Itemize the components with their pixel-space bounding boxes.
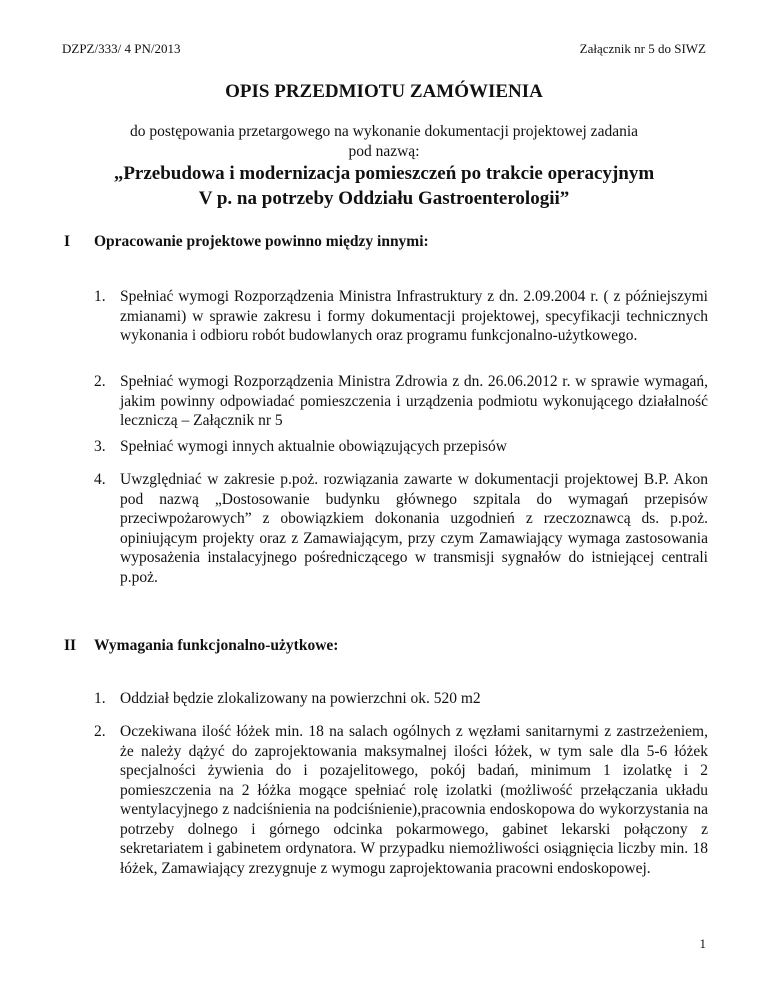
header-attachment: Załącznik nr 5 do SIWZ (579, 41, 706, 56)
list-item-text: Spełniać wymogi innych aktualnie obowiązujących przepisów (120, 438, 507, 455)
list-item-number: 3. (94, 438, 106, 455)
page-number: 1 (699, 936, 706, 951)
section-number: I (64, 233, 71, 250)
list-item (94, 372, 708, 431)
list-item-text: Uwzględniać w zakresie p.poż. rozwiązania zawarte w dokumentacji projektowej B.P. Akon pod nazwą „Dostosowanie budynku głównego szpitala do wymagań przepisów przeciwpożarowych” z obowiązkiem dokonania uzgodnień z rzeczoznawcą ds. p.poż. opiniującym projekty oraz z Zamawiającym, przy czym Zamawiający wymaga zastosowania wyposażenia instalacyjnego pośredniczącego w transmisji sygnałów do istniejącej centrali p.poż. (120, 471, 708, 586)
section-title: Wymagania funkcjonalno-użytkowe: (94, 637, 339, 654)
list-item (94, 287, 708, 346)
list-item (94, 470, 708, 587)
list-item-text: Oddział będzie zlokalizowany na powierzchni ok. 520 m2 (120, 690, 481, 707)
document-subtitle (60, 122, 708, 162)
list-item-text: Spełniać wymogi Rozporządzenia Ministra Zdrowia z dn. 26.06.2012 r. w sprawie wymagań, jakim powinny odpowiadać pomieszczenia i urządzenia podmiotu wykonującego działalność leczniczą – Załącznik nr 5 (120, 373, 708, 429)
project-name-line-2: V p. na potrzeby Oddziału Gastroenterologii” (198, 188, 570, 209)
subtitle-line-2: pod nazwą: (348, 143, 420, 160)
project-name (60, 161, 708, 211)
section-heading-1 (64, 232, 429, 252)
section-heading-2 (64, 636, 338, 656)
list-item-text: Oczekiwana ilość łóżek min. 18 na salach ogólnych z węzłami sanitarnymi z zastrzeżeniem, że należy dążyć do zaprojektowania maksymalnej ilości łóżek, w tym sale dla 5-6 łóżek specjalności żywienia do i pozajelitowego, pokój badań, minimum 1 izolatkę i 2 pomieszczenia na 2 łóżka mogące spełniać rolę izolatki (możliwość przełączania układu wentylacyjnego z nadciśnienia na podciśnienie),pracownia endoskopowa do wykorzystania na potrzeby dolnego i górnego odcinka pokarmowego, gabinet lekarski połączony z sekretariatem i gabinetem ordynatora. W przypadku niemożliwości osiągnięcia liczby min. 18 łóżek, Zamawiający zrezygnuje z wymogu zaprojektowania pracowni endoskopowej. (120, 723, 708, 877)
section-number: II (64, 637, 77, 654)
subtitle-line-1: do postępowania przetargowego na wykonanie dokumentacji projektowej zadania (129, 123, 639, 140)
list-item (94, 722, 708, 878)
document-title: OPIS PRZEDMIOTU ZAMÓWIENIA (225, 81, 543, 102)
list-item (94, 689, 708, 709)
list-item-number: 1. (94, 690, 106, 707)
header-reference: DZPZ/333/ 4 PN/2013 (62, 41, 181, 56)
list-item-number: 1. (94, 288, 106, 305)
list-item-number: 4. (94, 471, 106, 488)
list-item-number: 2. (94, 373, 106, 390)
project-name-line-1: „Przebudowa i modernizacja pomieszczeń po trakcie operacyjnym (113, 163, 655, 184)
section-title: Opracowanie projektowe powinno między innymi: (94, 233, 429, 250)
list-item (94, 437, 708, 457)
list-item-number: 2. (94, 723, 106, 740)
list-item-text: Spełniać wymogi Rozporządzenia Ministra Infrastruktury z dn. 2.09.2004 r. ( z późniejszymi zmianami) w sprawie zakresu i formy dokumentacji projektowej, specyfikacji technicznych wykonania i odbioru robót budowlanych oraz programu funkcjonalno-użytkowego. (120, 288, 708, 344)
